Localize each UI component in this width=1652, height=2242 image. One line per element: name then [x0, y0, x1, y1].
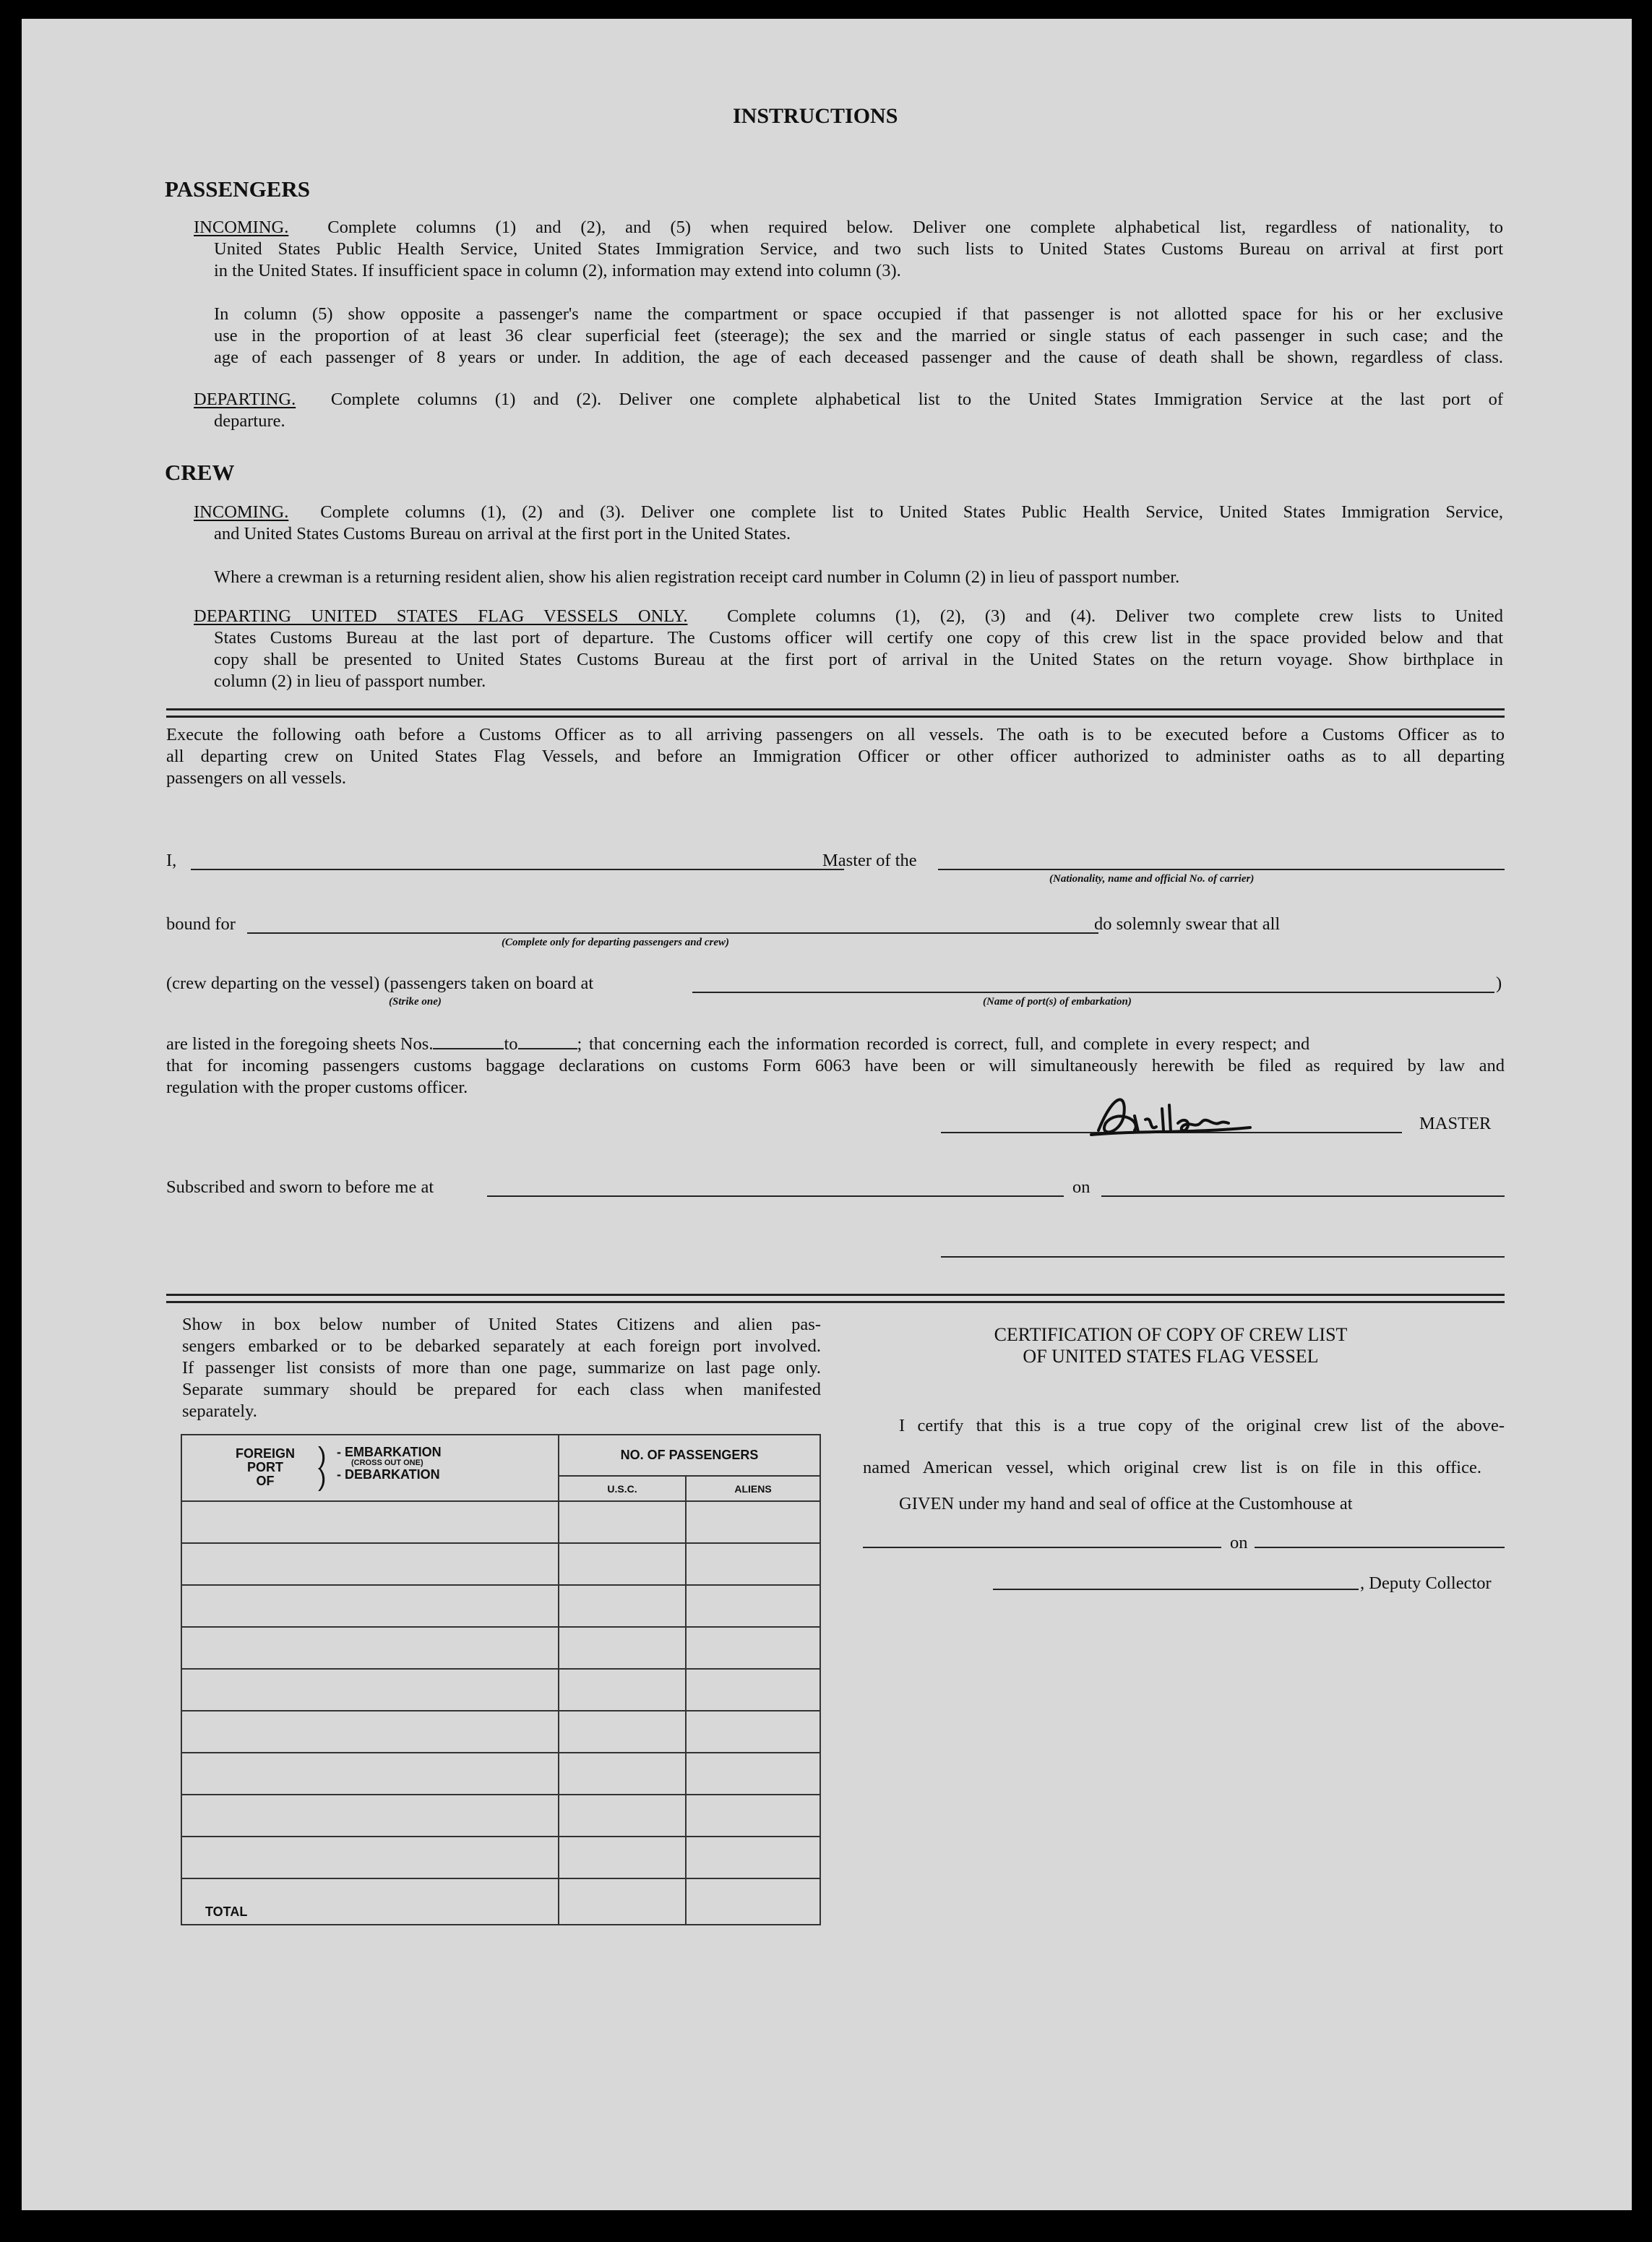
debarkation-label: - DEBARKATION: [337, 1467, 440, 1482]
usc-cell[interactable]: [559, 1795, 686, 1837]
of-label: OF: [256, 1474, 275, 1488]
nationality-caption: (Nationality, name and official No. of carrier): [1049, 873, 1255, 885]
cert-line1: I certify that this is a true copy of the original crew list of the above-: [899, 1416, 1505, 1435]
subscribed-label: Subscribed and sworn to before me at: [166, 1177, 434, 1197]
aliens-cell[interactable]: [686, 1711, 820, 1753]
master-of-label: Master of the: [822, 851, 917, 870]
aliens-cell[interactable]: [686, 1627, 820, 1669]
oath-intro-line3: passengers on all vessels.: [166, 768, 347, 788]
oath-intro-line2: all departing crew on United States Flag Vessels, and before an Immigration Officer or other officer authorized to administer oaths as to all departing: [166, 747, 1505, 766]
table-row: [181, 1585, 820, 1627]
crew-resident-note: Where a crewman is a returning resident alien, show his alien registration receipt card number in Column (2) in lieu of passport number.: [214, 567, 1180, 587]
total-label: TOTAL: [181, 1878, 559, 1925]
passengers-incoming-line2: United States Public Health Service, United States Immigration Service, and two such lists to United States Customs Bureau on arrival at first port: [214, 239, 1503, 259]
total-usc-cell[interactable]: [559, 1878, 686, 1925]
usc-cell[interactable]: [559, 1543, 686, 1585]
port-cell[interactable]: [181, 1795, 559, 1837]
bound-for-label: bound for: [166, 914, 236, 934]
port-cell[interactable]: [181, 1753, 559, 1795]
crew-incoming-label: INCOMING.: [194, 502, 289, 522]
crew-departing-line3: copy shall be presented to United States Customs Bureau at the first port of arrival in the United States on the return voyage. Show birthplace in: [214, 650, 1503, 669]
divider-double: [166, 708, 1505, 718]
usc-cell[interactable]: [559, 1627, 686, 1669]
cert-title-line1: CERTIFICATION OF COPY OF CREW LIST: [994, 1324, 1348, 1345]
cert-line2: named American vessel, which original crew list is on file in this office.: [863, 1458, 1481, 1477]
cert-date-field[interactable]: [1255, 1547, 1505, 1548]
complete-only-caption: (Complete only for departing passengers and crew): [502, 937, 729, 948]
aliens-cell[interactable]: [686, 1585, 820, 1627]
foreign-port-header: [181, 1435, 559, 1501]
cross-out-label: (CROSS OUT ONE): [351, 1459, 423, 1467]
sheets-line: are listed in the foregoing sheets Nos. to ; that concerning each the information recorded is correct, full, and complete in every respect; and: [166, 1034, 1310, 1054]
embarkation-label: - EMBARKATION: [337, 1445, 442, 1459]
oath-i-label: I,: [166, 851, 177, 870]
sheet-to-field[interactable]: [518, 1034, 577, 1049]
aliens-cell[interactable]: [686, 1753, 820, 1795]
summary-line2: sengers embarked or to be debarked separately at each foreign port involved.: [182, 1336, 821, 1356]
passengers-col5-line2: use in the proportion of at least 36 clear superficial feet (steerage); the sex and the married or single status of each passenger in such case; and the: [214, 326, 1503, 345]
aliens-cell[interactable]: [686, 1543, 820, 1585]
passengers-col5-line1: In column (5) show opposite a passenger's name the compartment or space occupied if that passenger is not allotted space for his or her exclusive: [214, 304, 1503, 324]
port-cell[interactable]: [181, 1543, 559, 1585]
passengers-col5-line3: age of each passenger of 8 years or under. In addition, the age of each deceased passenger and the cause of death shall be shown, regardless of class.: [214, 348, 1503, 367]
foreign-label: FOREIGN: [235, 1446, 295, 1461]
port-label: PORT: [246, 1460, 283, 1474]
passengers-departing-line1: DEPARTING. Complete columns (1) and (2). Deliver one complete alphabetical list to the United States Immigration Service at the last port of: [194, 390, 1504, 409]
usc-cell[interactable]: [559, 1753, 686, 1795]
table-row: [181, 1543, 820, 1585]
close-paren: ): [1496, 974, 1502, 993]
table-row: [181, 1753, 820, 1795]
passengers-departing-line2: departure.: [214, 411, 285, 431]
master-label: MASTER: [1419, 1114, 1492, 1133]
port-cell[interactable]: [181, 1627, 559, 1669]
master-signature: [1084, 1087, 1279, 1145]
aliens-cell[interactable]: [686, 1501, 820, 1543]
deputy-collector-label: , Deputy Collector: [1360, 1573, 1492, 1593]
cert-on-label: on: [1230, 1533, 1248, 1552]
total-aliens-cell[interactable]: [686, 1878, 820, 1925]
sheet-from-field[interactable]: [433, 1034, 504, 1049]
table-row: [181, 1837, 820, 1878]
passengers-departing-label: DEPARTING.: [194, 390, 296, 409]
deputy-collector-signature-field[interactable]: [993, 1589, 1359, 1590]
aliens-cell[interactable]: [686, 1837, 820, 1878]
crew-departing-line1: DEPARTING UNITED STATES FLAG VESSELS ONLY. Complete columns (1), (2), (3) and (4). Deliver two complete crew lists to United: [194, 606, 1503, 626]
crew-incoming-line2: and United States Customs Bureau on arrival at the first port in the United States.: [214, 524, 791, 544]
vessel-field[interactable]: [938, 869, 1505, 870]
summary-line4: Separate summary should be prepared for each class when manifested: [182, 1380, 821, 1399]
crew-heading: CREW: [165, 460, 235, 485]
page-title: INSTRUCTIONS: [733, 104, 898, 128]
oath-line3: regulation with the proper customs officer.: [166, 1078, 468, 1097]
usc-cell[interactable]: [559, 1501, 686, 1543]
passengers-incoming-line3: in the United States. If insufficient space in column (2), information may extend into column (3).: [214, 261, 901, 280]
usc-cell[interactable]: [559, 1585, 686, 1627]
passengers-incoming-label: INCOMING.: [194, 218, 289, 237]
master-name-field[interactable]: [191, 869, 844, 870]
cert-title-line2: OF UNITED STATES FLAG VESSEL: [1023, 1346, 1319, 1367]
passenger-summary-table: [181, 1434, 821, 1925]
brace-icon: ) ): [318, 1443, 327, 1492]
sworn-on-label: on: [1072, 1177, 1090, 1197]
cert-line3: GIVEN under my hand and seal of office at the Customhouse at: [899, 1494, 1353, 1513]
passengers-incoming-line1: INCOMING. Complete columns (1) and (2), and (5) when required below. Deliver one complete alphabetical list, regardless of nationality, to: [194, 218, 1503, 237]
bound-for-field[interactable]: [247, 932, 1098, 934]
crew-departing-line2: States Customs Bureau at the last port of departure. The Customs officer will certify one copy of this crew list in the space provided below and that: [214, 628, 1503, 648]
usc-header: U.S.C.: [559, 1476, 686, 1501]
aliens-cell[interactable]: [686, 1669, 820, 1711]
usc-cell[interactable]: [559, 1669, 686, 1711]
oath-line2: that for incoming passengers customs baggage declarations on customs Form 6063 have been or will simultaneously herewith be filed as required by law and: [166, 1056, 1505, 1075]
officer-signature-field[interactable]: [941, 1256, 1505, 1258]
summary-line1: Show in box below number of United States Citizens and alien pas-: [182, 1315, 821, 1334]
total-row: [181, 1878, 820, 1925]
strike-one-caption: (Strike one): [389, 996, 442, 1008]
aliens-header: ALIENS: [686, 1476, 820, 1501]
port-caption: (Name of port(s) of embarkation): [983, 996, 1132, 1008]
crew-passengers-label: (crew departing on the vessel) (passengers taken on board at: [166, 974, 594, 993]
solemnly-swear-label: do solemnly swear that all: [1094, 914, 1281, 934]
table-row: [181, 1711, 820, 1753]
crew-departing-label: DEPARTING UNITED STATES FLAG VESSELS ONLY.: [194, 606, 688, 626]
passengers-heading: PASSENGERS: [165, 176, 310, 202]
customhouse-field[interactable]: [863, 1547, 1221, 1548]
sworn-date-field[interactable]: [1101, 1195, 1505, 1197]
table-row: [181, 1627, 820, 1669]
summary-line3: If passenger list consists of more than one page, summarize on last page only.: [182, 1358, 821, 1378]
port-cell[interactable]: [181, 1585, 559, 1627]
usc-cell[interactable]: [559, 1711, 686, 1753]
port-cell[interactable]: [181, 1669, 559, 1711]
crew-incoming-line1: INCOMING. Complete columns (1), (2) and (3). Deliver one complete list to United States Public Health Service, United States Immigration Service,: [194, 502, 1504, 522]
port-cell[interactable]: [181, 1711, 559, 1753]
table-row: [181, 1501, 820, 1543]
aliens-cell[interactable]: [686, 1795, 820, 1837]
crew-departing-line4: column (2) in lieu of passport number.: [214, 671, 486, 691]
port-cell[interactable]: [181, 1837, 559, 1878]
divider-double-2: [166, 1294, 1505, 1303]
form-page: [22, 19, 1632, 2210]
oath-intro-line1: Execute the following oath before a Customs Officer as to all arriving passengers on all vessels. The oath is to be executed before a Customs Officer as to: [166, 725, 1505, 744]
no-passengers-header: NO. OF PASSENGERS: [559, 1435, 820, 1476]
table-row: [181, 1795, 820, 1837]
port-cell[interactable]: [181, 1501, 559, 1543]
summary-line5: separately.: [182, 1401, 257, 1421]
table-row: [181, 1669, 820, 1711]
usc-cell[interactable]: [559, 1837, 686, 1878]
sworn-place-field[interactable]: [487, 1195, 1064, 1197]
embarkation-port-field[interactable]: [692, 992, 1494, 993]
